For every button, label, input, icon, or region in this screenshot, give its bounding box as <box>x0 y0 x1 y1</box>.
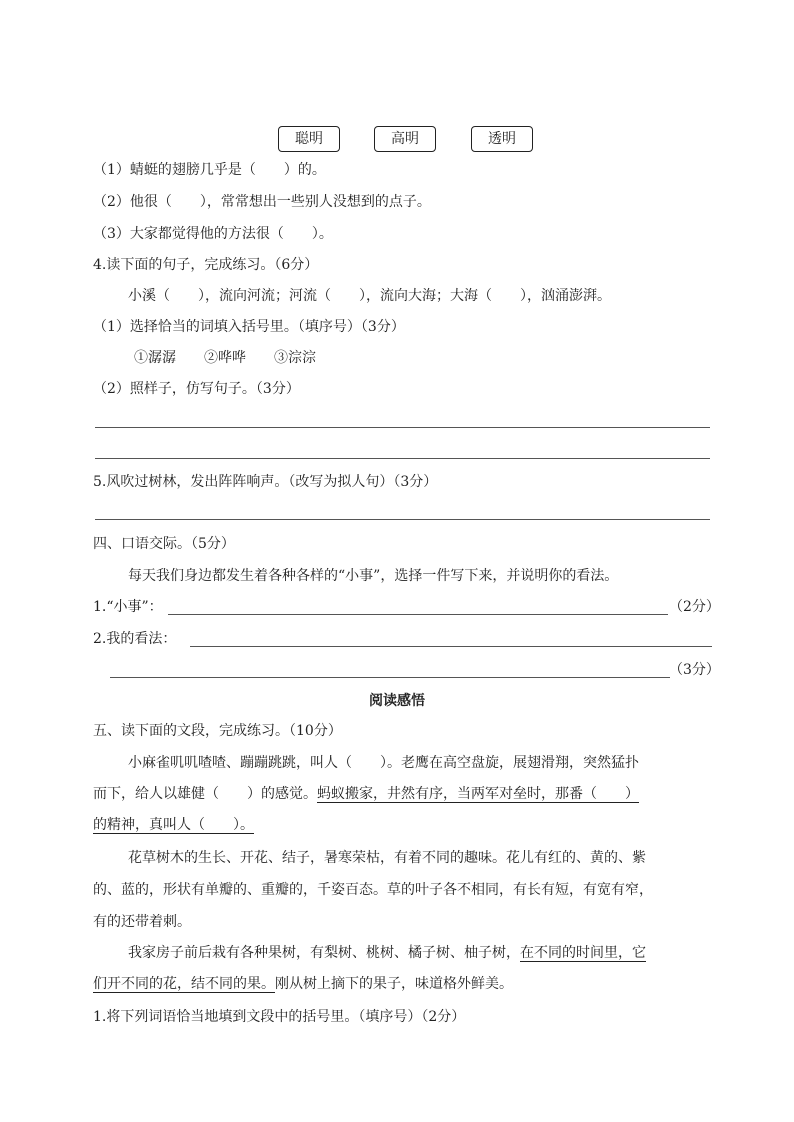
passage-p1-underlined-sentence: 蚂蚁搬家，井然有序，当两军对垒时，那番（ ） <box>317 786 639 802</box>
passage-p1-line3 <box>93 815 254 835</box>
passage-p1-line1: 小麻雀叽叽喳喳、蹦蹦跳跳，叫人（ ）。老鹰在高空盘旋，展翅滑翔，突然猛扑 <box>128 755 639 771</box>
q4-sub1: （1）选择恰当的词填入括号里。（填序号）（3分） <box>93 319 405 335</box>
reading-heading: 阅读感悟 <box>369 693 425 709</box>
section4-item1-label: 1.“小事”： <box>93 599 163 615</box>
q4-answer-line-1[interactable] <box>95 427 710 428</box>
word-box-3: 透明 <box>471 126 533 152</box>
section4-item2-label: 2.我的看法： <box>93 631 177 647</box>
section4-prompt: 每天我们身边都发生着各种各样的“小事”，选择一件写下来，并说明你的看法。 <box>128 568 619 584</box>
word-box-1: 聪明 <box>278 126 340 152</box>
section4-title: 四、口语交际。（5分） <box>93 536 235 552</box>
passage-p2-line2: 的、蓝的，形状有单瓣的、重瓣的，千姿百态。草的叶子各不相同，有长有短，有宽有窄， <box>93 882 653 898</box>
q3-item-2: （2）他很（ ），常常想出一些别人没想到的点子。 <box>93 194 431 210</box>
section5-title: 五、读下面的文段，完成练习。（10分） <box>93 723 342 739</box>
q4-answer-line-2[interactable] <box>95 458 710 459</box>
section4-item2-answer-line-1[interactable] <box>190 646 712 647</box>
q3-item-1: （1）蜻蜓的翅膀几乎是（ ）的。 <box>93 162 326 178</box>
q4-options: ①潺潺 ②哗哗 ③淙淙 <box>134 350 316 366</box>
passage-p3-line1-a: 我家房子前后栽有各种果树，有梨树、桃树、橘子树、柚子树， <box>128 945 520 961</box>
q5-title: 5.风吹过树林，发出阵阵响声。（改写为拟人句）（3分） <box>93 474 438 490</box>
q4-title: 4.读下面的句子，完成练习。（6分） <box>93 257 319 273</box>
q4-sentence: 小溪（ ），流向河流；河流（ ），流向大海；大海（ ），汹涌澎湃。 <box>128 288 611 304</box>
passage-p3-underlined-sentence-b: 们开不同的花，结不同的果。 <box>93 976 275 992</box>
passage-p1-line2-a: 而下，给人以雄健（ ）的感觉。 <box>93 786 317 802</box>
section4-item2-answer-line-2[interactable] <box>110 677 670 678</box>
q5-answer-line[interactable] <box>95 519 710 520</box>
section4-item2-score: （3分） <box>669 662 720 678</box>
section5-question1: 1.将下列词语恰当地填到文段中的括号里。（填序号）（2分） <box>93 1009 466 1025</box>
passage-p3-line2-b: 刚从树上摘下的果子，味道格外鲜美。 <box>275 976 513 992</box>
word-box-2: 高明 <box>374 126 436 152</box>
passage-p3-line2 <box>93 974 513 994</box>
passage-p1-line2 <box>93 784 639 804</box>
passage-p1-underlined-end: 的精神，真叫人（ ）。 <box>93 817 254 833</box>
passage-p2-line3: 有的还带着刺。 <box>93 914 191 930</box>
passage-p2-line1: 花草树木的生长、开花、结子，暑寒荣枯，有着不同的趣味。花儿有红的、黄的、紫 <box>128 850 646 866</box>
q4-sub2: （2）照样子，仿写句子。（3分） <box>93 381 300 397</box>
passage-p3-line1 <box>128 943 646 963</box>
passage-p3-underlined-sentence-a: 在不同的时间里，它 <box>520 945 646 961</box>
section4-item1-score: （2分） <box>669 599 720 615</box>
q3-item-3: （3）大家都觉得他的方法很（ ）。 <box>93 226 333 242</box>
section4-item1-answer-line[interactable] <box>168 614 668 615</box>
